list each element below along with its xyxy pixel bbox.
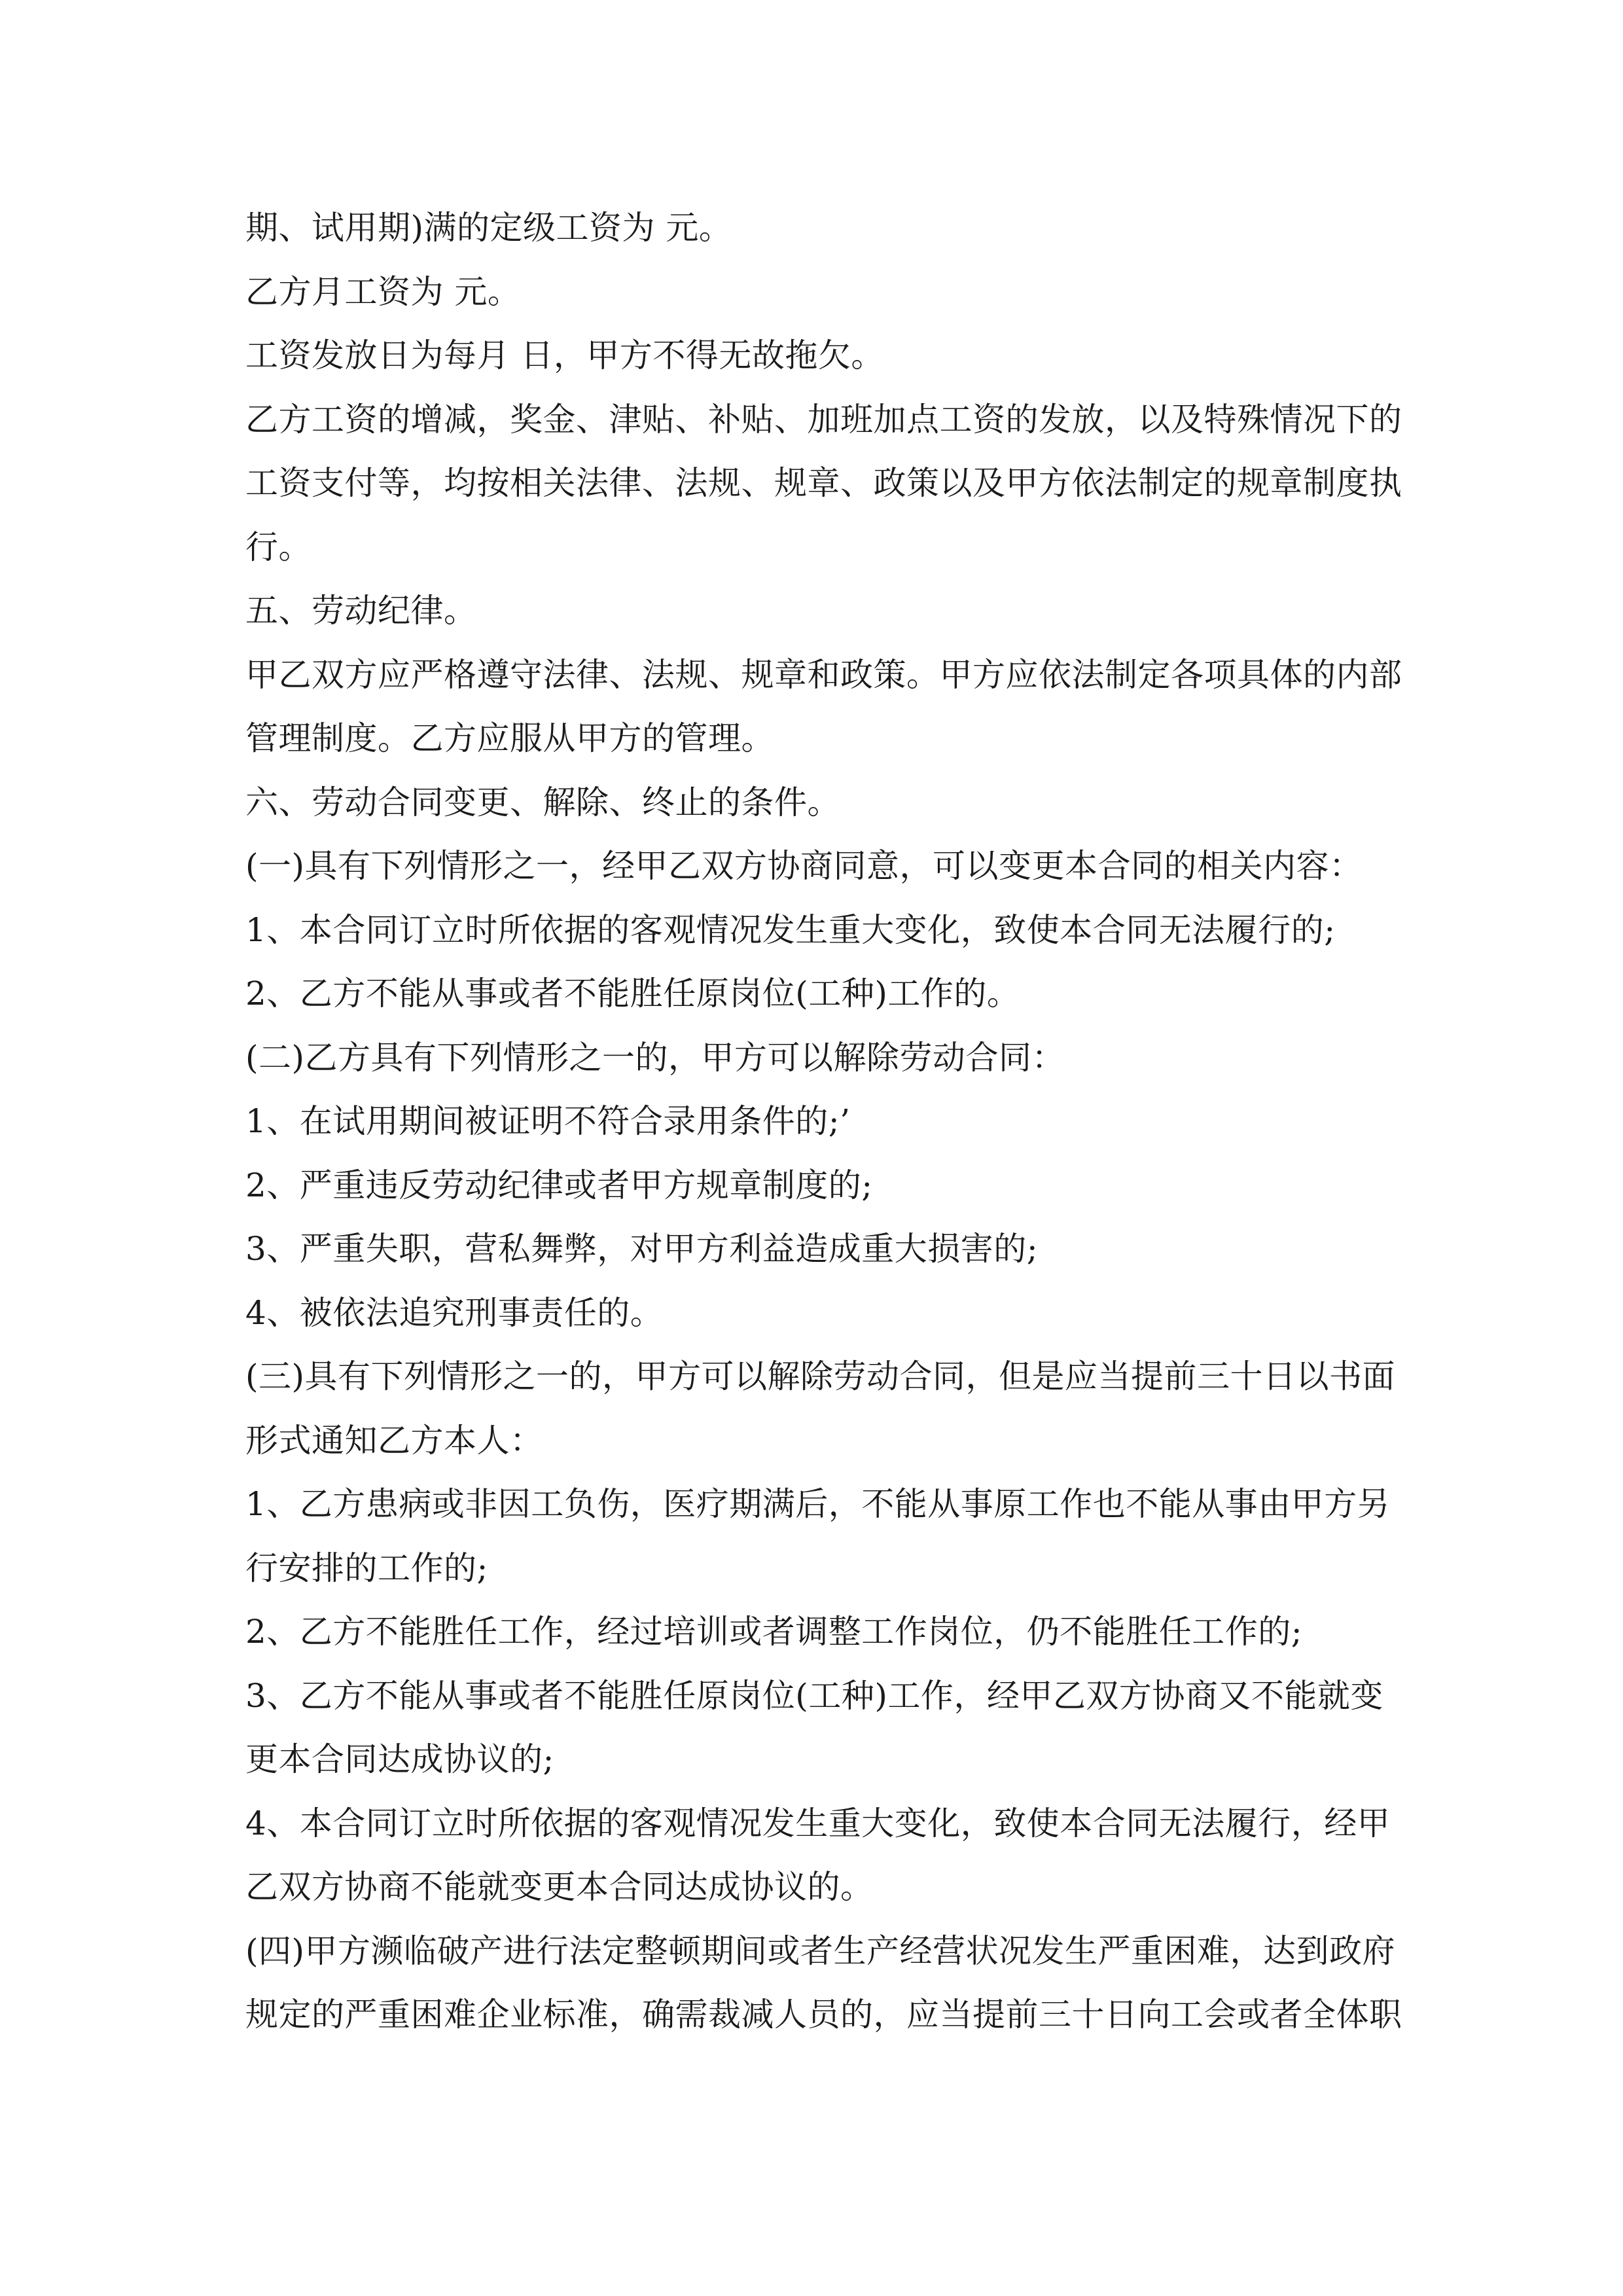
- text-line: (一)具有下列情形之一，经甲乙双方协商同意，可以变更本合同的相关内容：: [245, 847, 1363, 885]
- text-line: 行。: [245, 528, 312, 566]
- text-line: 规定的严重困难企业标准，确需裁减人员的，应当提前三十日向工会或者全体职: [245, 1996, 1402, 2034]
- list-item: 1、乙方患病或非因工负伤，医疗期满后，不能从事原工作也不能从事由甲方另: [245, 1485, 1391, 1523]
- text-line: 工资支付等，均按相关法律、法规、规章、政策以及甲方依法制定的规章制度执: [245, 464, 1402, 502]
- text-line: 甲乙双方应严格遵守法律、法规、规章和政策。甲方应依法制定各项具体的内部: [245, 655, 1402, 694]
- section-heading: 五、劳动纪律。: [245, 592, 477, 630]
- text-line: 期、试用期)满的定级工资为 元。: [245, 209, 732, 247]
- list-item: 4、被依法追究刑事责任的。: [245, 1293, 664, 1332]
- list-item: 3、乙方不能从事或者不能胜任原岗位(工种)工作，经甲乙双方协商又不能就变: [245, 1676, 1383, 1715]
- text-line: 形式通知乙方本人：: [245, 1421, 543, 1460]
- text-line: 更本合同达成协议的;: [245, 1740, 554, 1778]
- list-item: 3、严重失职，营私舞弊，对甲方利益造成重大损害的;: [245, 1230, 1039, 1268]
- list-item: 4、本合同订立时所依据的客观情况发生重大变化，致使本合同无法履行，经甲: [245, 1804, 1391, 1842]
- text-line: (二)乙方具有下列情形之一的，甲方可以解除劳动合同：: [245, 1038, 1065, 1077]
- list-item: 2、乙方不能从事或者不能胜任原岗位(工种)工作的。: [245, 975, 1020, 1013]
- list-item: 1、本合同订立时所依据的客观情况发生重大变化，致使本合同无法履行的;: [245, 910, 1336, 949]
- text-line: 行安排的工作的;: [245, 1549, 488, 1587]
- section-heading: 六、劳动合同变更、解除、终止的条件。: [245, 783, 840, 821]
- text-line: 工资发放日为每月 日，甲方不得无故拖欠。: [245, 336, 884, 374]
- text-line: (三)具有下列情形之一的，甲方可以解除劳动合同，但是应当提前三十日以书面: [245, 1357, 1396, 1395]
- document-body: [245, 196, 1402, 2047]
- text-line: (四)甲方濒临破产进行法定整顿期间或者生产经营状况发生严重困难，达到政府: [245, 1931, 1396, 1970]
- text-line: 乙方月工资为 元。: [245, 272, 521, 311]
- list-item: 1、在试用期间被证明不符合录用条件的;’: [245, 1102, 851, 1140]
- text-line: 乙双方协商不能就变更本合同达成协议的。: [245, 1868, 874, 1906]
- list-item: 2、严重违反劳动纪律或者甲方规章制度的;: [245, 1166, 873, 1204]
- text-line: 管理制度。乙方应服从甲方的管理。: [245, 719, 774, 757]
- list-item: 2、乙方不能胜任工作，经过培训或者调整工作岗位，仍不能胜任工作的;: [245, 1613, 1303, 1651]
- text-line: 乙方工资的增减，奖金、津贴、补贴、加班加点工资的发放，以及特殊情况下的: [245, 400, 1402, 439]
